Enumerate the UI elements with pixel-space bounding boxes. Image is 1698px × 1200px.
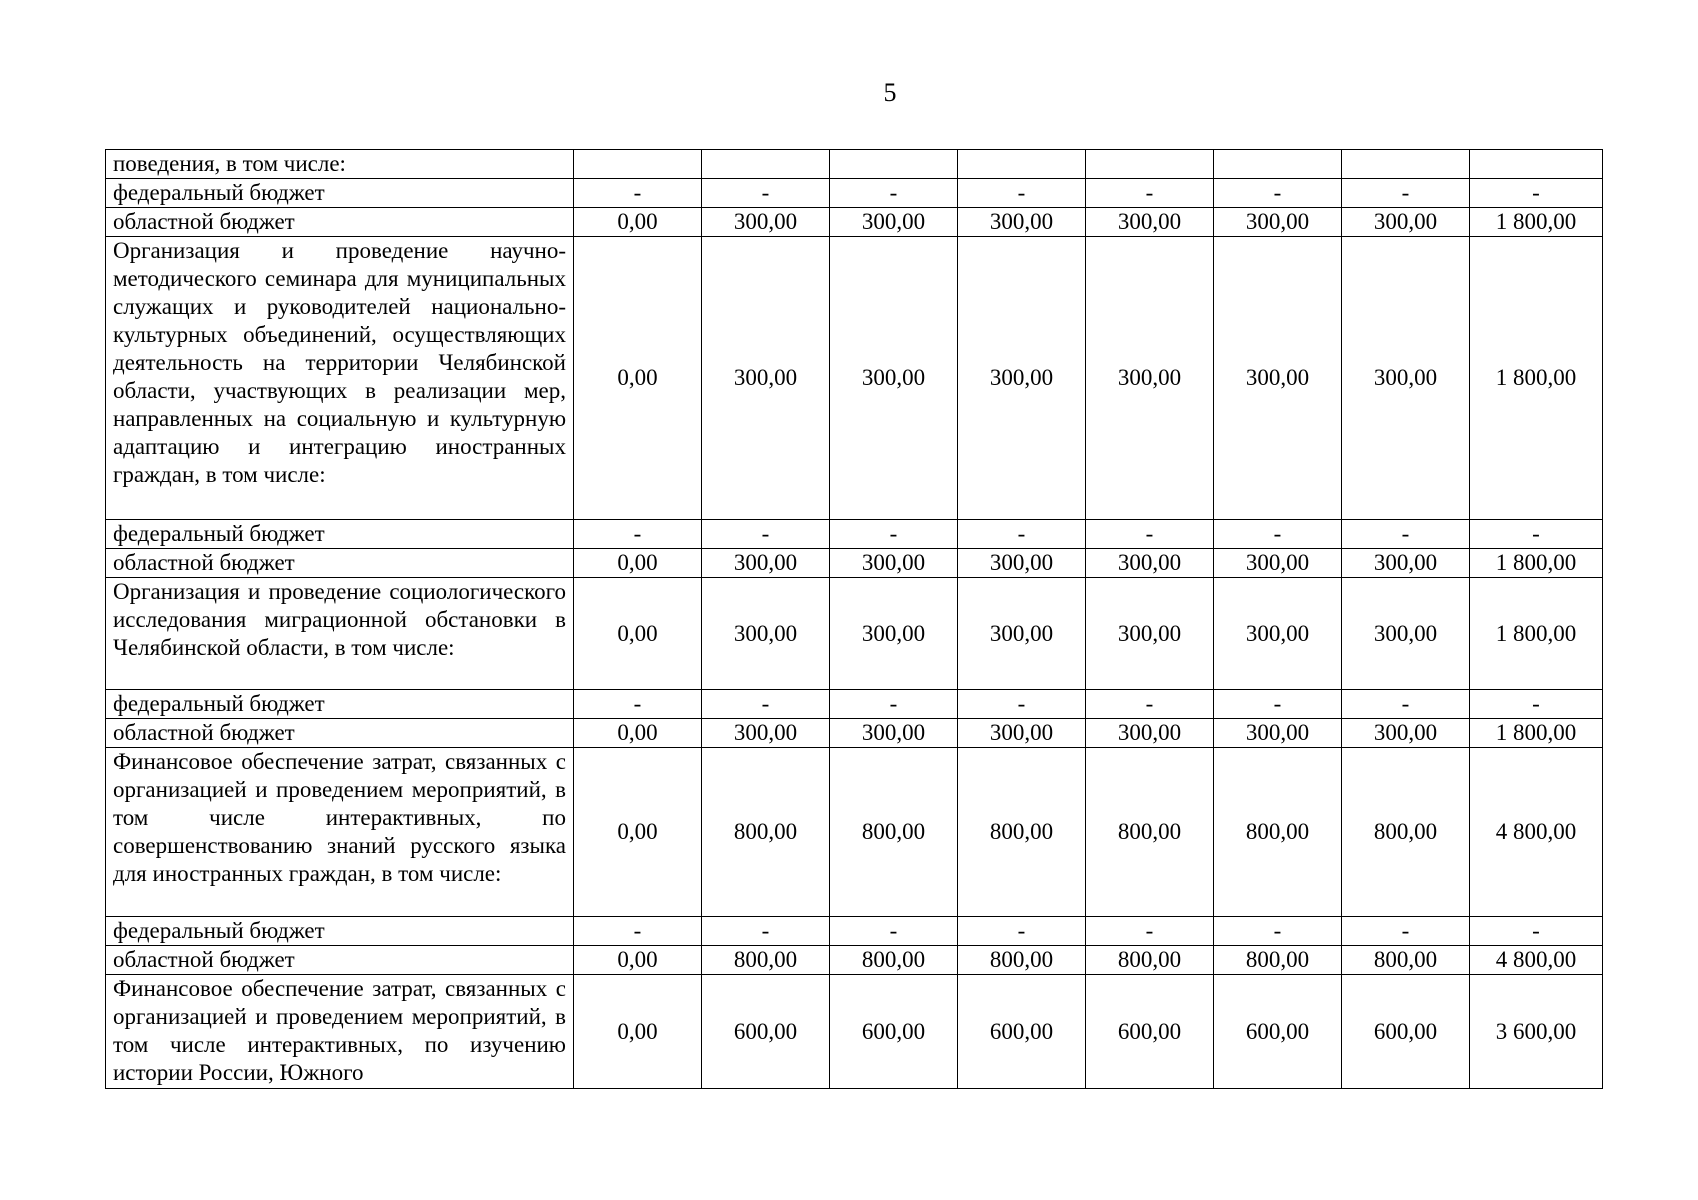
- row-description: Финансовое обеспечение затрат, связанных с организацией и проведением мероприятий, в том числе интерактивных, по изучению истории России, Южного: [106, 975, 574, 1089]
- table-row: [106, 179, 1603, 208]
- cell-value: 300,00: [1086, 208, 1214, 237]
- cell-value: 800,00: [1214, 946, 1342, 975]
- cell-value: -: [574, 690, 702, 719]
- cell-value: 300,00: [830, 719, 958, 748]
- cell-value: -: [702, 179, 830, 208]
- table-row: [106, 520, 1603, 549]
- row-description: Организация и проведение социологического исследования миграционной обстановки в Челябинской области, в том числе:: [106, 578, 574, 690]
- row-description: областной бюджет: [106, 719, 574, 748]
- cell-value: [958, 150, 1086, 179]
- cell-value: 800,00: [1342, 946, 1470, 975]
- cell-value: -: [958, 520, 1086, 549]
- row-description: федеральный бюджет: [106, 917, 574, 946]
- cell-value: 300,00: [958, 237, 1086, 520]
- cell-value: 800,00: [830, 946, 958, 975]
- cell-value: 800,00: [1086, 748, 1214, 917]
- table-row: [106, 237, 1603, 520]
- cell-value: -: [958, 917, 1086, 946]
- cell-value: 600,00: [830, 975, 958, 1089]
- cell-value: 300,00: [830, 208, 958, 237]
- cell-value: -: [574, 917, 702, 946]
- row-description: областной бюджет: [106, 208, 574, 237]
- cell-value: -: [1214, 690, 1342, 719]
- cell-value: -: [1342, 179, 1470, 208]
- cell-value: 300,00: [1214, 237, 1342, 520]
- cell-total: [1470, 150, 1603, 179]
- row-description: федеральный бюджет: [106, 520, 574, 549]
- cell-total: 3 600,00: [1470, 975, 1603, 1089]
- table-row: [106, 578, 1603, 690]
- row-description: поведения, в том числе:: [106, 150, 574, 179]
- cell-value: 300,00: [1214, 578, 1342, 690]
- cell-value: 300,00: [830, 237, 958, 520]
- cell-value: -: [1086, 520, 1214, 549]
- cell-value: 300,00: [1342, 237, 1470, 520]
- cell-value: -: [702, 690, 830, 719]
- cell-total: 1 800,00: [1470, 578, 1603, 690]
- cell-value: 0,00: [574, 549, 702, 578]
- cell-value: 800,00: [1342, 748, 1470, 917]
- cell-total: 4 800,00: [1470, 748, 1603, 917]
- cell-value: 300,00: [958, 578, 1086, 690]
- cell-value: -: [574, 520, 702, 549]
- cell-value: 300,00: [830, 578, 958, 690]
- table-row: [106, 690, 1603, 719]
- cell-value: 300,00: [702, 208, 830, 237]
- cell-value: -: [830, 690, 958, 719]
- cell-value: -: [1086, 179, 1214, 208]
- cell-total: -: [1470, 917, 1603, 946]
- table-row: [106, 719, 1603, 748]
- cell-value: 600,00: [1214, 975, 1342, 1089]
- table-row: [106, 748, 1603, 917]
- cell-value: 0,00: [574, 208, 702, 237]
- cell-value: 600,00: [958, 975, 1086, 1089]
- cell-value: -: [1342, 917, 1470, 946]
- cell-value: -: [958, 179, 1086, 208]
- cell-value: -: [702, 917, 830, 946]
- cell-value: 600,00: [702, 975, 830, 1089]
- cell-total: -: [1470, 179, 1603, 208]
- cell-value: 0,00: [574, 748, 702, 917]
- cell-value: 600,00: [1342, 975, 1470, 1089]
- cell-total: -: [1470, 520, 1603, 549]
- cell-value: -: [1086, 917, 1214, 946]
- row-description: федеральный бюджет: [106, 179, 574, 208]
- cell-value: -: [1214, 917, 1342, 946]
- cell-value: -: [1342, 520, 1470, 549]
- cell-total: -: [1470, 690, 1603, 719]
- budget-table: [105, 149, 1603, 1089]
- cell-value: 0,00: [574, 237, 702, 520]
- cell-value: 300,00: [1086, 578, 1214, 690]
- cell-value: 0,00: [574, 578, 702, 690]
- cell-value: 0,00: [574, 975, 702, 1089]
- cell-value: 300,00: [830, 549, 958, 578]
- cell-value: 300,00: [958, 719, 1086, 748]
- cell-value: 300,00: [1086, 719, 1214, 748]
- cell-value: 800,00: [1086, 946, 1214, 975]
- table-row: [106, 946, 1603, 975]
- cell-value: 300,00: [958, 208, 1086, 237]
- row-description: федеральный бюджет: [106, 690, 574, 719]
- cell-value: [574, 150, 702, 179]
- table-row: [106, 917, 1603, 946]
- cell-value: -: [574, 179, 702, 208]
- table-row: [106, 975, 1603, 1089]
- cell-value: [1214, 150, 1342, 179]
- cell-total: 4 800,00: [1470, 946, 1603, 975]
- cell-value: -: [830, 179, 958, 208]
- cell-value: -: [1086, 690, 1214, 719]
- cell-value: -: [958, 690, 1086, 719]
- cell-value: 300,00: [1342, 719, 1470, 748]
- cell-value: 0,00: [574, 946, 702, 975]
- cell-value: -: [702, 520, 830, 549]
- cell-value: 800,00: [702, 748, 830, 917]
- cell-value: 800,00: [958, 748, 1086, 917]
- cell-value: 0,00: [574, 719, 702, 748]
- row-description: Организация и проведение научно-методического семинара для муниципальных служащих и руководителей национально-культурных объединений, осуществляющих деятельность на территории Челябинской области, участвующих в реализации мер, направленных на социальную и культурную адаптацию и интеграцию иностранных граждан, в том числе:: [106, 237, 574, 520]
- cell-value: -: [1214, 179, 1342, 208]
- cell-value: -: [1214, 520, 1342, 549]
- row-description: областной бюджет: [106, 946, 574, 975]
- table-row: [106, 208, 1603, 237]
- table-row: [106, 549, 1603, 578]
- cell-total: 1 800,00: [1470, 719, 1603, 748]
- row-description: Финансовое обеспечение затрат, связанных с организацией и проведением мероприятий, в том числе интерактивных, по совершенствованию знаний русского языка для иностранных граждан, в том числе:: [106, 748, 574, 917]
- cell-value: -: [1342, 690, 1470, 719]
- cell-value: 300,00: [702, 549, 830, 578]
- cell-value: 600,00: [1086, 975, 1214, 1089]
- cell-value: 300,00: [1086, 237, 1214, 520]
- cell-value: 300,00: [958, 549, 1086, 578]
- cell-value: 300,00: [1214, 719, 1342, 748]
- cell-value: 300,00: [1342, 549, 1470, 578]
- cell-total: 1 800,00: [1470, 237, 1603, 520]
- cell-value: 800,00: [958, 946, 1086, 975]
- cell-value: 300,00: [702, 237, 830, 520]
- cell-value: [702, 150, 830, 179]
- cell-value: [1086, 150, 1214, 179]
- cell-value: [830, 150, 958, 179]
- cell-value: 300,00: [1342, 208, 1470, 237]
- cell-value: 300,00: [702, 578, 830, 690]
- page-number: 5: [883, 78, 897, 107]
- cell-value: 800,00: [702, 946, 830, 975]
- row-description: областной бюджет: [106, 549, 574, 578]
- table-row: [106, 150, 1603, 179]
- cell-total: 1 800,00: [1470, 208, 1603, 237]
- cell-value: 800,00: [830, 748, 958, 917]
- cell-value: 300,00: [1342, 578, 1470, 690]
- cell-value: -: [830, 520, 958, 549]
- cell-total: 1 800,00: [1470, 549, 1603, 578]
- cell-value: 300,00: [1214, 208, 1342, 237]
- cell-value: 800,00: [1214, 748, 1342, 917]
- cell-value: 300,00: [1086, 549, 1214, 578]
- cell-value: -: [830, 917, 958, 946]
- cell-value: 300,00: [702, 719, 830, 748]
- cell-value: 300,00: [1214, 549, 1342, 578]
- cell-value: [1342, 150, 1470, 179]
